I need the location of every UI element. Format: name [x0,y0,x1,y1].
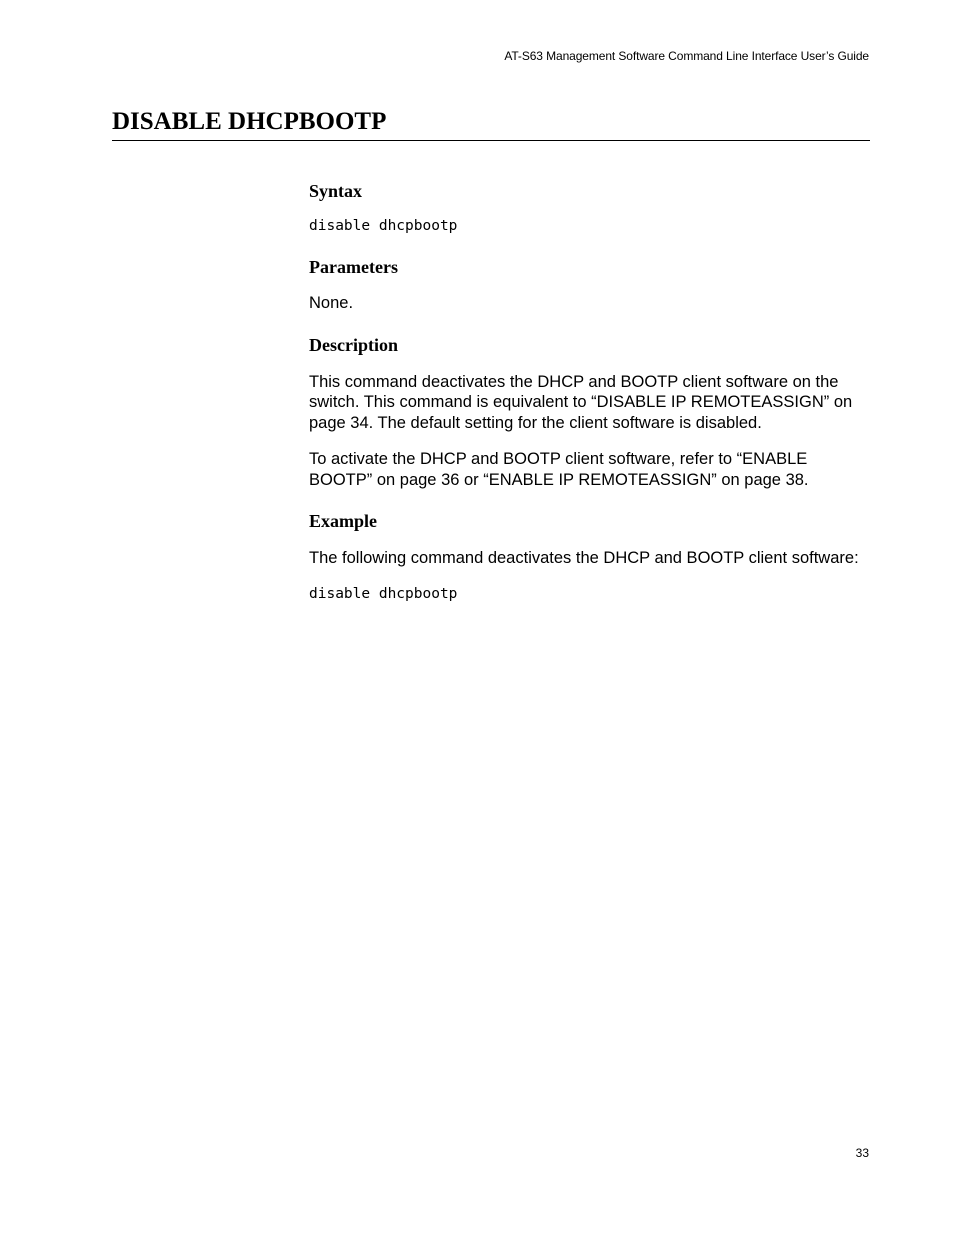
example-code: disable dhcpbootp [309,585,458,602]
example-text: The following command deactivates the DHCP and BOOTP client software: [309,549,859,567]
page-number: 33 [855,1146,869,1160]
title-rule [112,140,870,141]
description-heading: Description [309,334,398,355]
syntax-code: disable dhcpbootp [309,218,458,234]
main-content [309,180,871,604]
description-paragraph-2: To activate the DHCP and BOOTP client software, refer to “ENABLE BOOTP” on page 36 or “ENABLE IP REMOTEASSIGN” on page 38. [309,450,809,489]
parameters-heading: Parameters [309,257,398,277]
parameters-text: None. [309,294,354,312]
running-header: AT-S63 Management Software Command Line Interface User’s Guide [504,49,869,63]
page-title: DISABLE DHCPBOOTP [112,108,387,135]
description-paragraph-1: This command deactivates the DHCP and BOOTP client software on the switch. This command is equivalent to “DISABLE IP REMOTEASSIGN” on page 34. The default setting for the client software is disabled. [309,372,853,432]
example-heading: Example [309,511,378,531]
syntax-heading: Syntax [309,181,363,201]
